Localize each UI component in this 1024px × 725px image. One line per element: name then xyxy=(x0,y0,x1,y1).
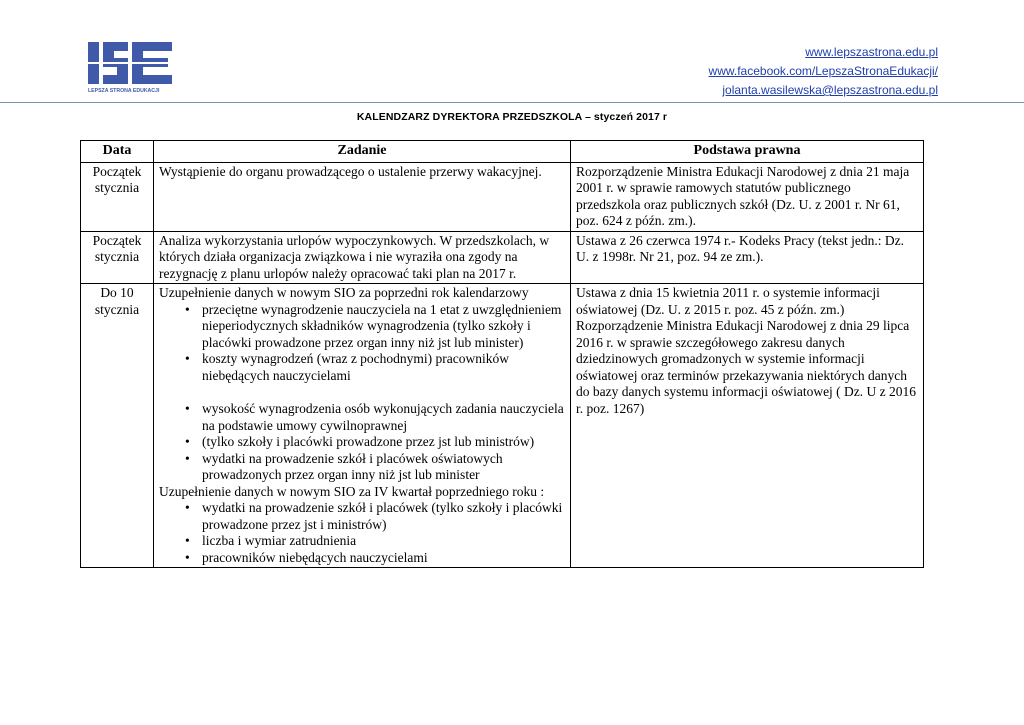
calendar-table xyxy=(80,140,924,568)
document-title: KALENDZARZ DYREKTORA PRZEDSZKOLA – styczeń 2017 r xyxy=(356,111,668,123)
bullet-list xyxy=(159,302,565,385)
bullet-list xyxy=(159,401,565,484)
task-intro: Uzupełnienie danych w nowym SIO za poprzedni rok kalendarzowy xyxy=(159,285,529,300)
row-date: Początek stycznia xyxy=(81,231,154,284)
row-legal-basis: Rozporządzenie Ministra Edukacji Narodowej z dnia 21 maja 2001 r. w sprawie ramowych statutów publicznego przedszkola oraz publicznych szkół (Dz. U. z 2001 r. Nr 61, poz. 624 z późn. zm.). xyxy=(571,162,924,231)
row-task: Analiza wykorzystania urlopów wypoczynkowych. W przedszkolach, w których działa organizacja związkowa i nie wyraziła ona zgody na rezygnację z planu urlopów należy opracować taki plan na 2017 r. xyxy=(154,231,571,284)
logo xyxy=(88,42,174,94)
row-date: Początek stycznia xyxy=(81,162,154,231)
header-legal-basis: Podstawa prawna xyxy=(571,141,924,163)
list-item: • liczba i wymiar zatrudnienia xyxy=(202,533,565,550)
contact-links xyxy=(709,43,938,100)
spacer xyxy=(159,384,565,401)
list-item: • pracowników niebędących nauczycielami xyxy=(202,550,565,567)
list-item: • (tylko szkoły i placówki prowadzone przez jst lub ministrów) xyxy=(202,434,565,451)
table-row xyxy=(81,284,924,568)
row-legal-basis: Ustawa z dnia 15 kwietnia 2011 r. o systemie informacji oświatowej (Dz. U. z 2015 r. poz. 45 z późn. zm.) Rozporządzenie Ministra Edukacji Narodowej z dnia 29 lipca 2016 r. w sprawie szczegółowego zakresu danych dziedzinowych gromadzonych w systemie informacji oświatowej oraz terminów przekazywania niektórych danych do bazy danych systemu informacji oświatowej ( Dz. U z 2016 r. poz. 1267) xyxy=(571,284,924,568)
list-item: • koszty wynagrodzeń (wraz z pochodnymi) pracowników niebędących nauczycielami xyxy=(202,351,565,384)
header-divider xyxy=(0,102,1024,103)
header-date: Data xyxy=(81,141,154,163)
table-row xyxy=(81,231,924,284)
list-item: • wydatki na prowadzenie szkół i placówek (tylko szkoły i placówki prowadzone przez jst i ministrów) xyxy=(202,500,565,533)
website-link[interactable]: www.lepszastrona.edu.pl xyxy=(805,45,938,59)
logo-subtitle: LEPSZA STRONA EDUKACJI xyxy=(88,88,160,94)
task-intro: Uzupełnienie danych w nowym SIO za IV kwartał poprzedniego roku : xyxy=(159,483,545,499)
list-item: • przeciętne wynagrodzenie nauczyciela na 1 etat z uwzględnieniem nieperiodycznych składników wynagrodzenia (tylko szkoły i placówki prowadzone przez organ inny niż jst lub minister) xyxy=(202,302,565,352)
table-header-row xyxy=(81,141,924,163)
email-link[interactable]: jolanta.wasilewska@lepszastrona.edu.pl xyxy=(722,83,938,97)
row-task xyxy=(154,284,571,568)
list-item: • wydatki na prowadzenie szkół i placówek oświatowych prowadzonych przez organ inny niż jst lub minister xyxy=(202,451,565,484)
list-item: • wysokość wynagrodzenia osób wykonujących zadania nauczyciela na podstawie umowy cywilnoprawnej xyxy=(202,401,565,434)
ise-logo-icon xyxy=(88,42,174,94)
facebook-link[interactable]: www.facebook.com/LepszaStronaEdukacji/ xyxy=(708,64,938,78)
row-legal-basis: Ustawa z 26 czerwca 1974 r.- Kodeks Pracy (tekst jedn.: Dz. U. z 1998r. Nr 21, poz. 94 ze zm.). xyxy=(571,231,924,284)
row-date: Do 10 stycznia xyxy=(81,284,154,568)
row-task: Wystąpienie do organu prowadzącego o ustalenie przerwy wakacyjnej. xyxy=(154,162,571,231)
header-task: Zadanie xyxy=(154,141,571,163)
table-row xyxy=(81,162,924,231)
bullet-list xyxy=(159,500,565,566)
